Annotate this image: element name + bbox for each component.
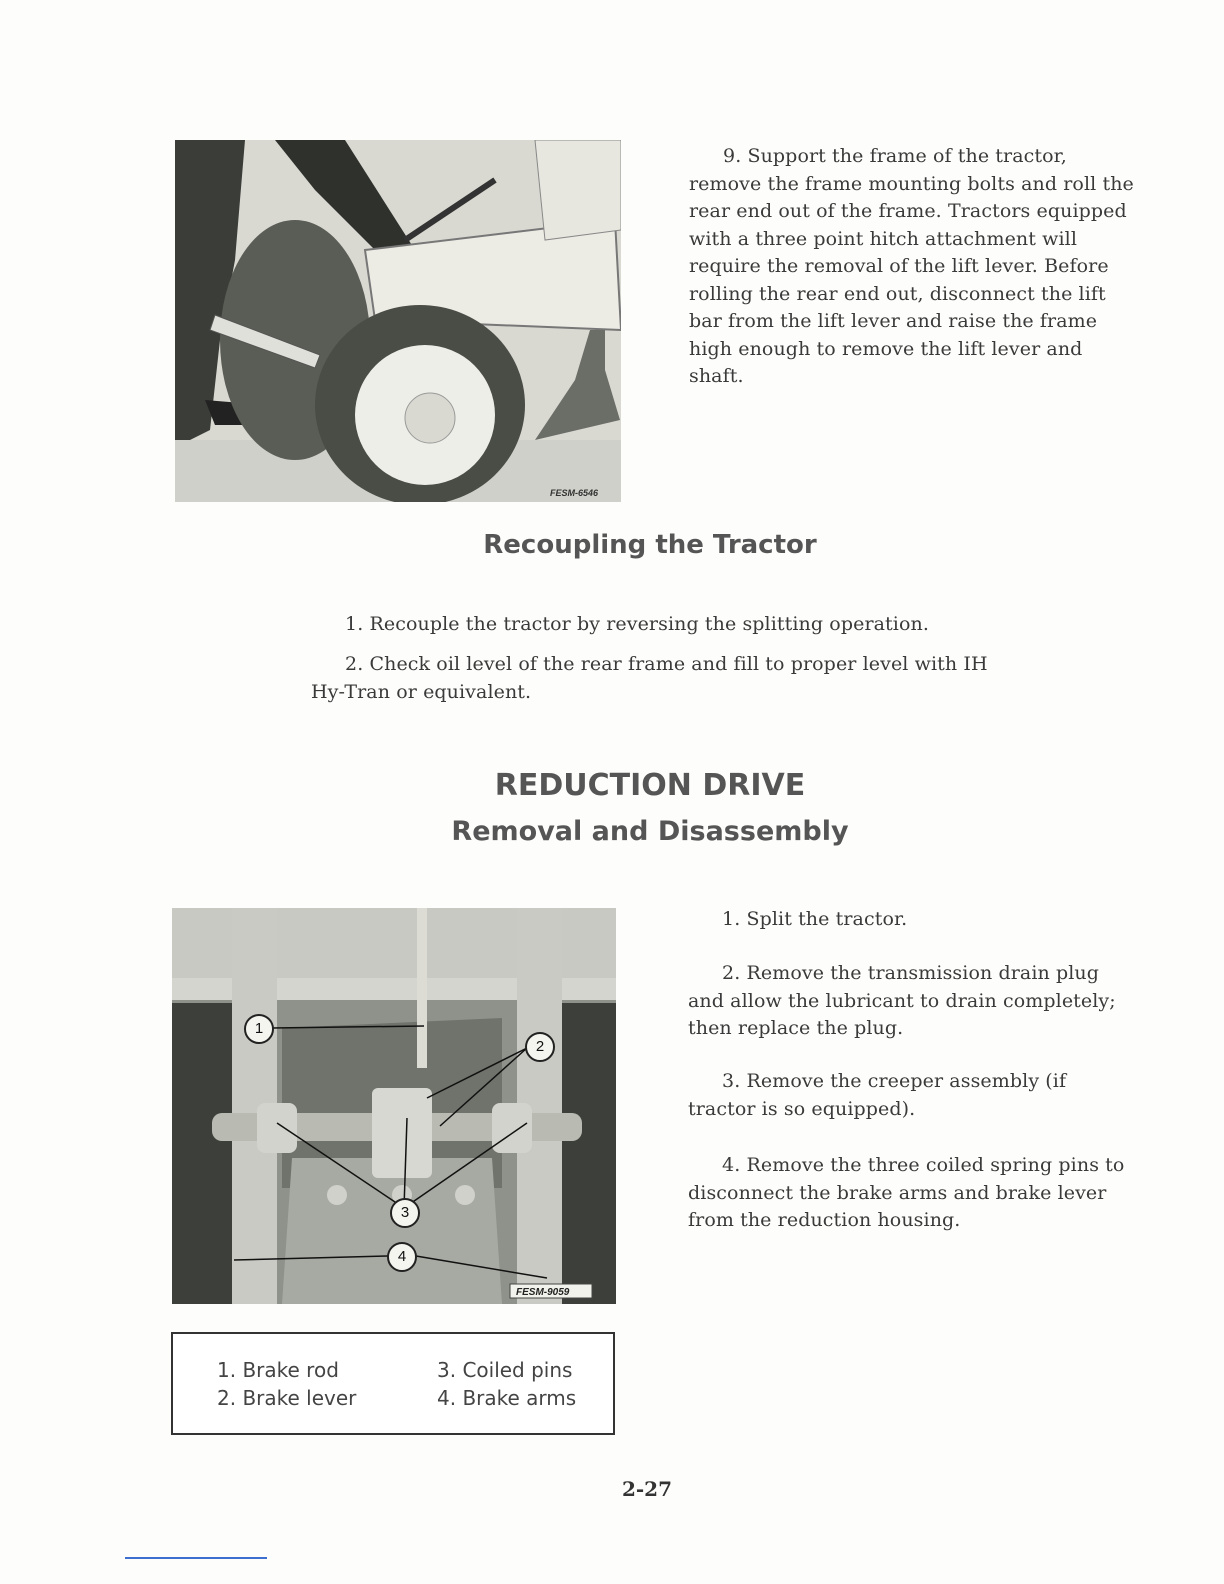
figure-legend bbox=[171, 1332, 615, 1435]
step-9-text: 9. Support the frame of the tractor, remove the frame mounting bolts and roll the rear end out of the frame. Tractors equipped with a three point hitch attachment will require the removal of the lift lever. Before rolling the rear end out, disconnect the lift bar from the lift lever and raise the frame high enough to remove the lift lever and shaft. bbox=[689, 145, 1134, 387]
reduction-step-2: 2. Remove the transmission drain plug and allow the lubricant to drain completely; then replace the plug. bbox=[688, 962, 1116, 1039]
callout-3: 3 bbox=[390, 1198, 420, 1228]
callout-4: 4 bbox=[387, 1242, 417, 1272]
legend-item-brake-arms: 4. Brake arms bbox=[437, 1386, 577, 1410]
reduction-housing-photo bbox=[172, 908, 616, 1304]
legend-item-brake-lever: 2. Brake lever bbox=[217, 1386, 357, 1410]
figure2-code: FESM-9059 bbox=[516, 1287, 570, 1298]
page-number: 2-27 bbox=[621, 1477, 673, 1501]
legend-item-coiled-pins: 3. Coiled pins bbox=[437, 1358, 573, 1382]
footer-rule bbox=[125, 1557, 267, 1559]
recoupling-heading: Recoupling the Tractor bbox=[483, 530, 817, 560]
reduction-step-1: 1. Split the tractor. bbox=[722, 908, 908, 930]
reduction-drive-subheading: Removal and Disassembly bbox=[451, 816, 849, 847]
reduction-step-3: 3. Remove the creeper assembly (if tractor is so equipped). bbox=[688, 1070, 1067, 1120]
callout-1: 1 bbox=[244, 1014, 274, 1044]
callout-2: 2 bbox=[525, 1032, 555, 1062]
legend-item-brake-rod: 1. Brake rod bbox=[217, 1358, 339, 1382]
reduction-step-4: 4. Remove the three coiled spring pins to disconnect the brake arms and brake lever from the reduction housing. bbox=[688, 1154, 1125, 1231]
tractor-photo bbox=[175, 140, 621, 502]
reduction-drive-heading: REDUCTION DRIVE bbox=[494, 768, 806, 803]
recoupling-step-2: 2. Check oil level of the rear frame and fill to proper level with IH Hy-Tran or equivalent. bbox=[311, 653, 988, 703]
recoupling-step-1: 1. Recouple the tractor by reversing the splitting operation. bbox=[345, 613, 929, 635]
figure1-code: FESM-6546 bbox=[550, 488, 599, 498]
